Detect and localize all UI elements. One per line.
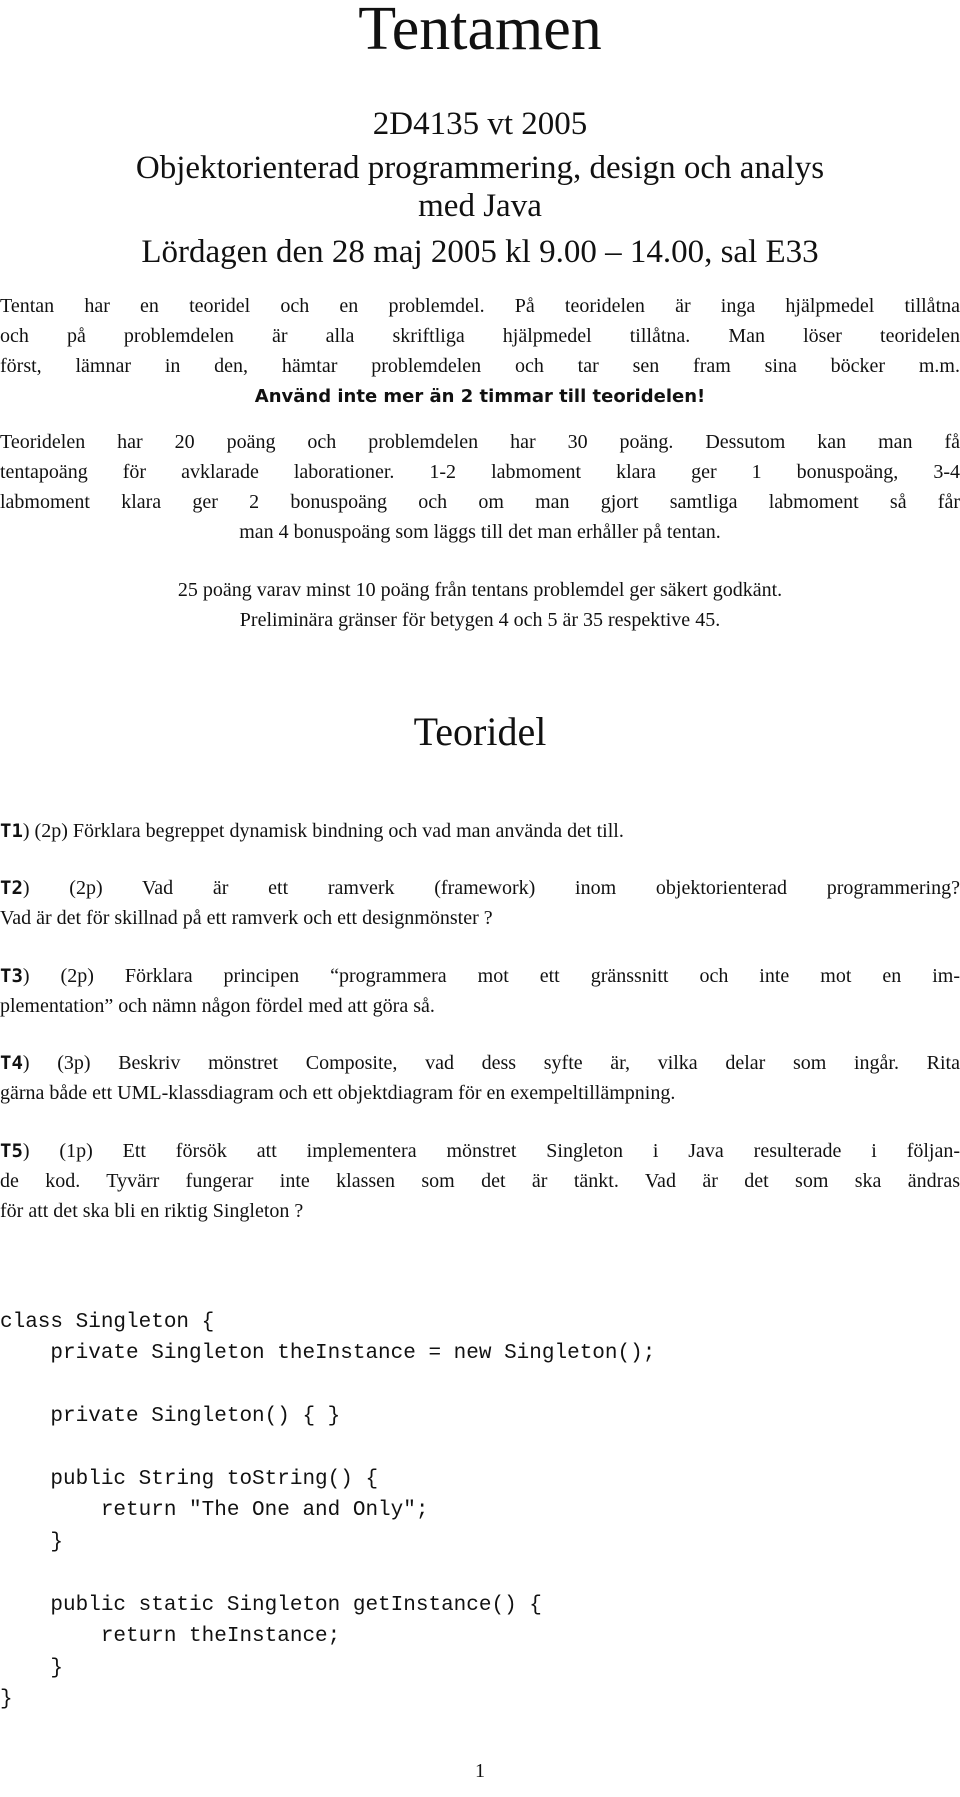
question-label: T5: [0, 1140, 23, 1162]
code-line: }: [0, 1688, 13, 1711]
question-label: T1: [0, 820, 23, 842]
intro-line: först, lämnar in den, hämtar problemdelen och tar sen fram sina böcker m.m.: [0, 355, 960, 377]
code-line: return theInstance;: [0, 1625, 341, 1648]
section-title: Teoridel: [413, 709, 547, 754]
question-t3: [0, 963, 960, 989]
question-label: T4: [0, 1052, 23, 1074]
grading-line: Preliminära gränser för betygen 4 och 5 är 35 respektive 45.: [239, 609, 721, 631]
question-text: ) (2p) Förklara begreppet dynamisk bindning och vad man använda det till.: [22, 820, 624, 842]
question-t2: [0, 875, 960, 901]
exam-date: Lördagen den 28 maj 2005 kl 9.00 – 14.00, sal E33: [141, 234, 819, 270]
question-t1: [0, 818, 960, 844]
intro-line: tentapoäng för avklarade laborationer. 1-2 labmoment klara ger 1 bonuspoäng, 3-4: [0, 461, 960, 483]
question-t5: [0, 1138, 960, 1164]
question-t4: [0, 1050, 960, 1076]
code-line: }: [0, 1531, 64, 1554]
intro-line: man 4 bonuspoäng som läggs till det man erhåller på tentan.: [239, 521, 721, 543]
question-text: för att det ska bli en riktig Singleton ?: [0, 1200, 304, 1222]
question-text: gärna både ett UML-klassdiagram och ett objektdiagram för en exempeltillämpning.: [0, 1082, 676, 1104]
course-code: 2D4135 vt 2005: [372, 106, 588, 142]
page-number: 1: [475, 1760, 485, 1782]
intro-line: Tentan har en teoridel och en problemdel. På teoridelen är inga hjälpmedel tillåtna: [0, 295, 960, 317]
question-text: de kod. Tyvärr fungerar inte klassen som det är tänkt. Vad är det som ska ändras: [0, 1170, 960, 1192]
course-name-line-2: med Java: [418, 188, 542, 224]
intro-line: och på problemdelen är alla skriftliga hjälpmedel tillåtna. Man löser teoridelen: [0, 325, 960, 347]
code-line: class Singleton {: [0, 1311, 215, 1334]
code-line: public String toString() {: [0, 1468, 379, 1491]
code-line: }: [0, 1657, 64, 1680]
question-text: Vad är det för skillnad på ett ramverk och ett designmönster ?: [0, 907, 493, 929]
intro-line: labmoment klara ger 2 bonuspoäng och om man gjort samtliga labmoment så får: [0, 491, 960, 513]
question-label: T2: [0, 877, 23, 899]
code-line: return "The One and Only";: [0, 1499, 429, 1522]
course-name-line-1: Objektorienterad programmering, design och analys: [135, 150, 825, 186]
intro-line: Teoridelen har 20 poäng och problemdelen har 30 poäng. Dessutom kan man få: [0, 431, 960, 453]
time-warning: Använd inte mer än 2 timmar till teoridelen!: [254, 386, 706, 407]
question-text: ) (1p) Ett försök att implementera mönstret Singleton i Java resulterade i följan-: [22, 1140, 960, 1162]
code-line: private Singleton theInstance = new Singleton();: [0, 1342, 656, 1365]
grading-line: 25 poäng varav minst 10 poäng från tentans problemdel ger säkert godkänt.: [177, 579, 783, 601]
exam-title: Tentamen: [358, 0, 602, 63]
question-label: T3: [0, 965, 23, 987]
question-text: ) (2p) Vad är ett ramverk (framework) inom objektorienterad programmering?: [22, 877, 960, 899]
code-line: private Singleton() { }: [0, 1405, 341, 1428]
question-text: ) (2p) Förklara principen “programmera mot ett gränssnitt och inte mot en im-: [22, 965, 960, 987]
question-text: plementation” och nämn någon fördel med att göra så.: [0, 995, 435, 1017]
question-text: ) (3p) Beskriv mönstret Composite, vad dess syfte är, vilka delar som ingår. Rita: [22, 1052, 960, 1074]
code-line: public static Singleton getInstance() {: [0, 1594, 542, 1617]
